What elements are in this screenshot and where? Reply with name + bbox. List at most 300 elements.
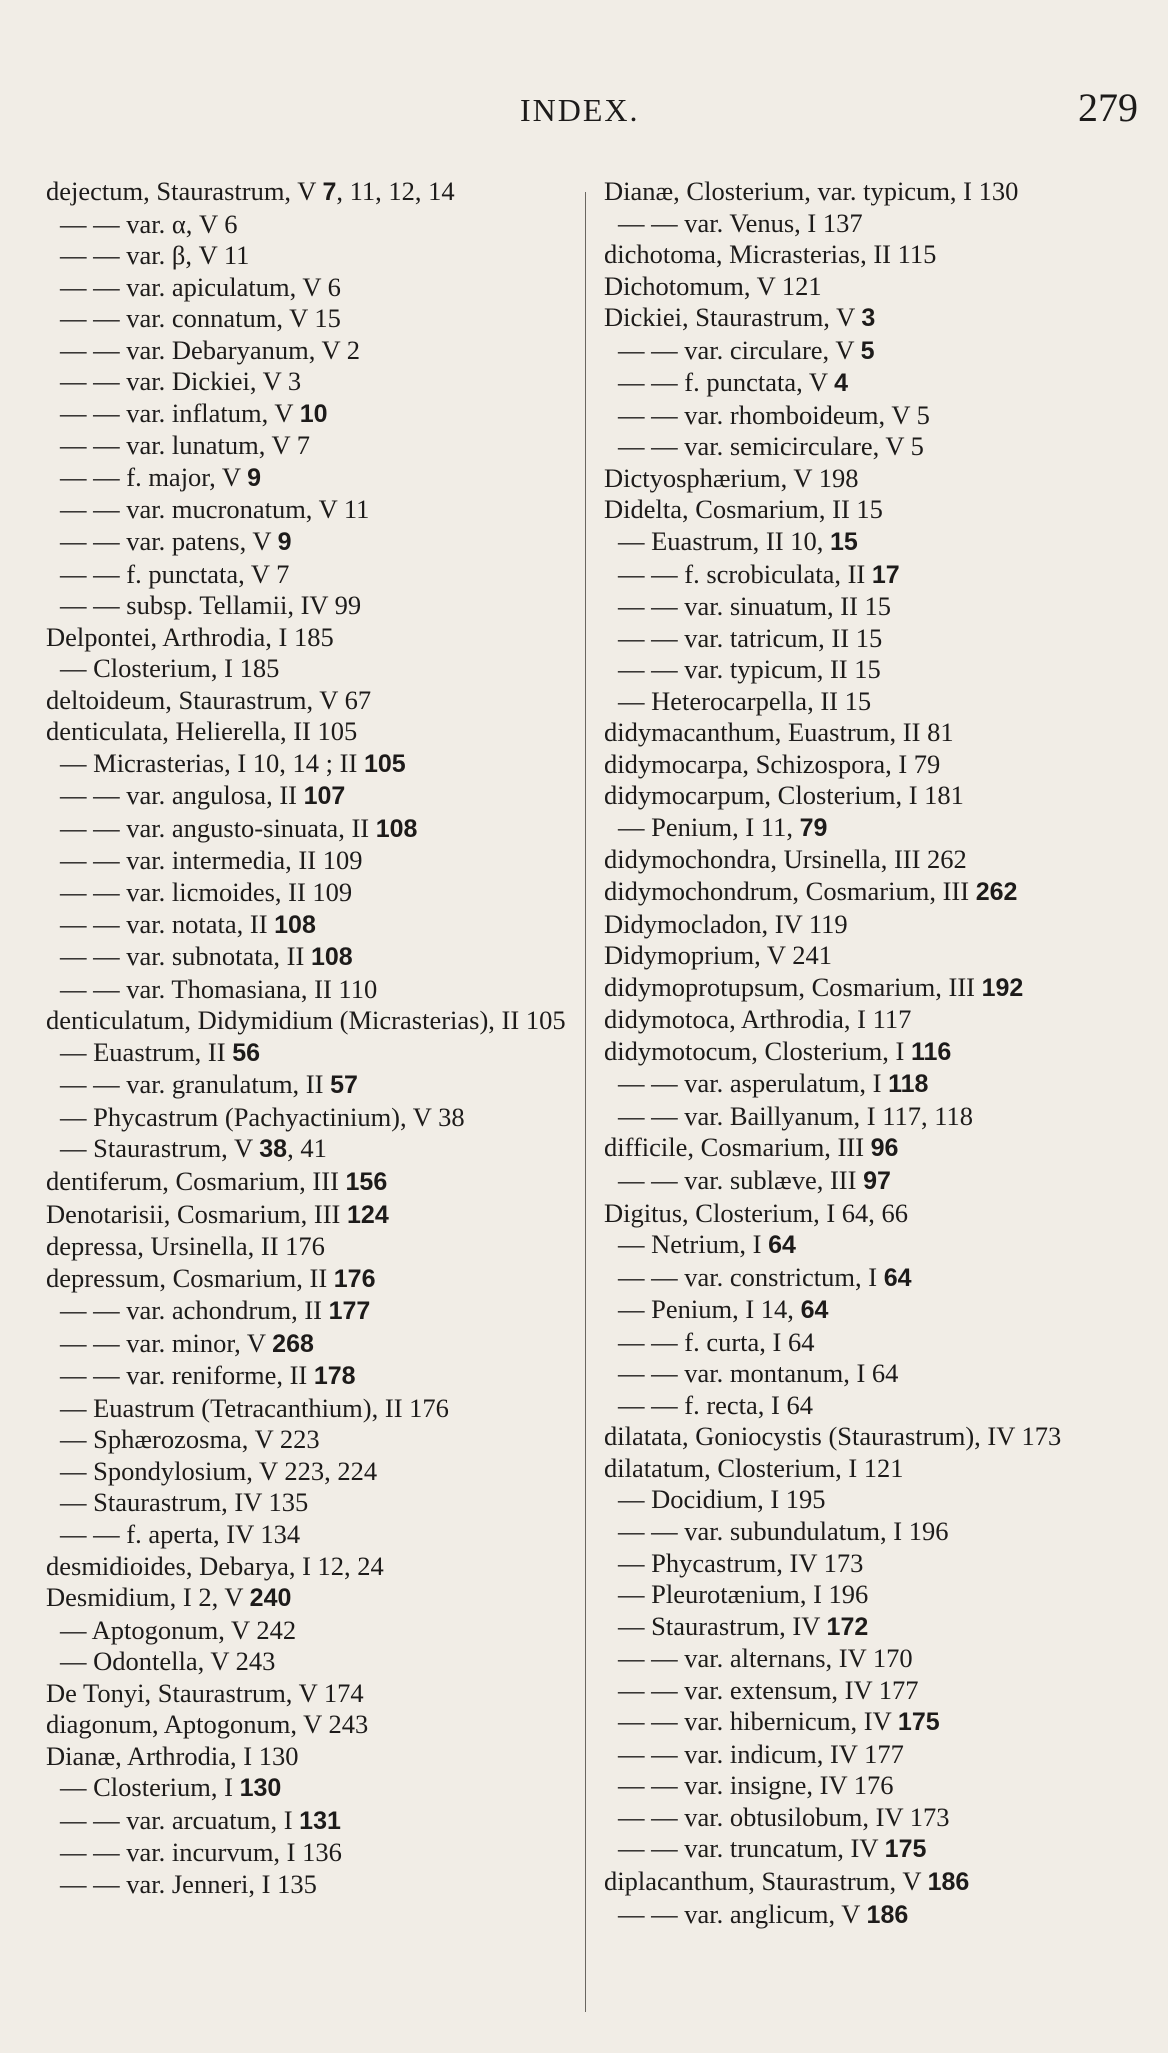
index-entry <box>618 1899 1144 1932</box>
ditto-dash: — — <box>618 591 685 622</box>
page-ref-bold: 4 <box>834 369 849 398</box>
index-entry <box>604 1132 1144 1165</box>
entry-text: f. punctata, V 7 <box>126 558 290 589</box>
entry-text: Euastrum, II <box>93 1036 233 1067</box>
ditto-dash: — — <box>618 1261 685 1292</box>
index-entry <box>60 653 576 685</box>
ditto-dash: — — <box>60 1327 127 1358</box>
entry-text: Dianæ, Closterium, var. typicum, I 130 <box>604 176 1019 206</box>
ditto-dash: — — <box>60 1518 127 1549</box>
ditto-dash: — — <box>618 1643 685 1674</box>
ditto-dash: — — <box>60 877 127 908</box>
entry-text: var. α, V 6 <box>126 208 238 239</box>
index-entry <box>60 1837 576 1869</box>
index-entry <box>604 1004 1144 1036</box>
index-entry <box>60 1424 576 1456</box>
index-entry <box>618 1165 1144 1198</box>
entry-text: dejectum, Staurastrum, V <box>46 176 323 206</box>
ditto-dash: — — <box>60 271 127 302</box>
index-entry <box>604 271 1144 303</box>
ditto-dash: — — <box>60 1069 127 1100</box>
entry-text: dilatatum, Closterium, I 121 <box>604 1452 904 1483</box>
entry-text: Dictyosphærium, V 198 <box>604 462 859 493</box>
index-entry <box>604 239 1144 271</box>
column-divider <box>585 192 586 2012</box>
page-ref-bold: 156 <box>345 1167 388 1196</box>
index-entry <box>46 176 576 209</box>
ditto-dash: — — <box>60 208 127 239</box>
index-entry <box>618 1611 1144 1644</box>
ditto-dash: — — <box>60 845 127 876</box>
index-entry <box>604 1036 1144 1069</box>
ditto-dash: — <box>618 685 652 716</box>
entry-text: Staurastrum, IV <box>651 1610 827 1641</box>
entry-text: denticulata, Helierella, II 105 <box>46 716 358 747</box>
entry-text: Dianæ, Arthrodia, I 130 <box>46 1740 299 1771</box>
index-entry <box>60 526 576 559</box>
page-ref-bold: 57 <box>330 1071 358 1100</box>
page-ref-bold: 10 <box>299 399 328 428</box>
index-entry <box>46 685 576 717</box>
ditto-dash: — <box>60 1036 94 1067</box>
index-entry <box>60 877 576 909</box>
index-entry <box>618 431 1144 463</box>
ditto-dash: — <box>60 1772 94 1803</box>
index-entry <box>60 462 576 495</box>
index-entry <box>60 494 576 526</box>
ditto-dash: — <box>60 1424 94 1455</box>
ditto-dash: — — <box>618 1898 685 1929</box>
page-ref-bold: 176 <box>333 1264 376 1293</box>
ditto-dash: — — <box>618 1801 685 1832</box>
index-entry <box>618 591 1144 623</box>
index-entry <box>60 1519 576 1551</box>
index-entry <box>618 559 1144 592</box>
page-ref-bold: 38 <box>259 1135 288 1164</box>
ditto-dash: — <box>618 1294 652 1325</box>
index-entry <box>618 208 1144 240</box>
index-entry <box>618 1770 1144 1802</box>
index-entry <box>604 494 1144 526</box>
entry-text: Penium, I 11, <box>651 811 800 842</box>
ditto-dash: — <box>60 1614 92 1645</box>
ditto-dash: — <box>618 1610 652 1641</box>
index-entry <box>604 717 1144 749</box>
ditto-dash: — <box>618 1579 652 1610</box>
entry-text: Staurastrum, IV 135 <box>93 1487 309 1518</box>
entry-text: depressum, Cosmarium, II <box>46 1262 334 1293</box>
index-entry <box>60 1295 576 1328</box>
ditto-dash: — — <box>618 367 685 398</box>
ditto-dash: — — <box>60 1295 127 1326</box>
entry-text: var. minor, V <box>126 1327 273 1358</box>
page-title: INDEX. <box>520 92 640 128</box>
entry-text: dichotoma, Micrasterias, II 115 <box>604 239 937 270</box>
entry-text: var. Baillyanum, I 117, 118 <box>684 1100 974 1131</box>
entry-text: didymochondra, Ursinella, III 262 <box>604 844 967 875</box>
page-ref-bold: 96 <box>870 1134 899 1163</box>
index-entry <box>604 463 1144 495</box>
index-entry <box>604 844 1144 876</box>
index-entry <box>60 209 576 241</box>
index-entry <box>618 1390 1144 1422</box>
entry-text: Phycastrum, IV 173 <box>651 1547 864 1578</box>
page-ref-bold: 186 <box>866 1900 909 1929</box>
entry-text: Sphærozosma, V 223 <box>93 1424 320 1455</box>
ditto-dash: — — <box>60 973 127 1004</box>
entry-text: deltoideum, Staurastrum, V 67 <box>46 684 372 715</box>
ditto-dash: — <box>618 1547 652 1578</box>
page-ref-bold: 124 <box>347 1200 389 1229</box>
page-ref-bold: 97 <box>863 1166 891 1195</box>
index-entry <box>60 335 576 367</box>
page-ref-bold: 105 <box>363 749 406 778</box>
entry-text: Delpontei, Arthrodia, I 185 <box>46 621 334 652</box>
index-entry <box>46 1199 576 1232</box>
entry-text: var. connatum, V 15 <box>126 303 341 334</box>
index-entry <box>60 780 576 813</box>
page-ref-bold: 131 <box>299 1806 341 1835</box>
index-entry <box>618 686 1144 718</box>
index-entry <box>60 1869 576 1901</box>
ditto-dash: — — <box>618 1770 685 1801</box>
index-entry <box>60 1772 576 1805</box>
index-entry <box>46 1582 576 1615</box>
ditto-dash: — <box>60 1455 94 1486</box>
index-column-left <box>46 176 576 1901</box>
index-entry <box>46 1005 576 1037</box>
entry-text: desmidioides, Debarya, I 12, 24 <box>46 1550 384 1581</box>
entry-text: var. Dickiei, V 3 <box>126 366 302 397</box>
entry-text: f. scrobiculata, II <box>684 558 872 589</box>
entry-text: var. Thomasiana, II 110 <box>126 973 378 1004</box>
entry-text: Aptogonum, V 242 <box>91 1614 297 1645</box>
entry-text: denticulatum, Didymidium (Micrasterias), II 105 <box>46 1005 566 1036</box>
entry-text: didymacanthum, Euastrum, II 81 <box>604 717 954 748</box>
entry-text: var. semicirculare, V 5 <box>684 431 924 462</box>
page-ref-bold: 9 <box>277 528 292 557</box>
ditto-dash: — — <box>60 590 127 621</box>
index-entry <box>618 654 1144 686</box>
index-entry <box>618 1516 1144 1548</box>
index-entry <box>604 940 1144 972</box>
index-entry <box>604 1198 1144 1230</box>
ditto-dash: — — <box>618 622 685 653</box>
entry-text: var. circulare, V <box>684 334 861 365</box>
page-header <box>0 80 1168 140</box>
index-entry <box>60 1805 576 1838</box>
entry-text: , 41 <box>287 1133 327 1164</box>
index-entry <box>60 1487 576 1519</box>
index-entry <box>604 780 1144 812</box>
index-entry <box>618 623 1144 655</box>
entry-text: De Tonyi, Staurastrum, V 174 <box>46 1677 364 1708</box>
entry-text: var. achondrum, II <box>126 1295 329 1326</box>
index-entry <box>618 400 1144 432</box>
entry-text: var. anglicum, V <box>684 1898 867 1929</box>
entry-text: var. angulosa, II <box>126 780 304 811</box>
page-ref-bold: 5 <box>860 336 875 365</box>
ditto-dash: — <box>60 1487 94 1518</box>
ditto-dash: — <box>60 1392 94 1423</box>
entry-text: Heterocarpella, II 15 <box>651 685 872 716</box>
ditto-dash: — — <box>60 334 127 365</box>
ditto-dash: — — <box>60 558 127 589</box>
entry-text: Didymocladon, IV 119 <box>604 908 848 939</box>
ditto-dash: — — <box>60 397 127 428</box>
entry-text: dentiferum, Cosmarium, III <box>46 1165 346 1196</box>
index-entry <box>618 1068 1144 1101</box>
page-ref-bold: 64 <box>800 1296 829 1325</box>
entry-text: Didelta, Cosmarium, II 15 <box>604 494 883 525</box>
entry-text: var. rhomboideum, V 5 <box>684 399 930 430</box>
entry-text: didymotoca, Arthrodia, I 117 <box>604 1004 912 1035</box>
index-entry <box>60 1360 576 1393</box>
entry-text: var. sublæve, III <box>684 1164 864 1195</box>
entry-text: Phycastrum (Pachyactinium), V 38 <box>93 1101 465 1132</box>
ditto-dash: — — <box>618 1100 685 1131</box>
entry-text: var. angusto-sinuata, II <box>126 812 376 843</box>
ditto-dash: — — <box>618 334 685 365</box>
entry-text: var. Debaryanum, V 2 <box>126 334 361 365</box>
index-entry <box>60 1646 576 1678</box>
entry-text: var. truncatum, IV <box>684 1833 885 1864</box>
index-entry <box>60 974 576 1006</box>
entry-text: var. asperulatum, I <box>684 1068 889 1099</box>
entry-text: var. notata, II <box>126 908 275 939</box>
entry-text: Spondylosium, V 223, 224 <box>93 1455 378 1486</box>
page-ref-bold: 79 <box>799 813 828 842</box>
index-entry <box>618 1101 1144 1133</box>
index-entry <box>46 1166 576 1199</box>
entry-text: Penium, I 14, <box>651 1294 801 1325</box>
index-entry <box>60 272 576 304</box>
entry-text: f. punctata, V <box>684 367 835 398</box>
page-ref-bold: 3 <box>861 304 876 333</box>
index-entry <box>604 876 1144 909</box>
entry-text: var. mucronatum, V 11 <box>126 494 370 525</box>
entry-text: var. intermedia, II 109 <box>126 845 363 876</box>
entry-text: var. patens, V <box>126 526 278 557</box>
index-entry <box>60 909 576 942</box>
index-entry <box>60 1069 576 1102</box>
entry-text: Staurastrum, V <box>93 1133 260 1164</box>
index-entry <box>618 1706 1144 1739</box>
index-entry <box>60 1615 576 1647</box>
ditto-dash: — <box>618 1229 652 1260</box>
entry-text: didymocarpa, Schizospora, I 79 <box>604 748 941 779</box>
index-column-right <box>604 176 1144 1931</box>
entry-text: f. recta, I 64 <box>684 1389 813 1420</box>
entry-text: diagonum, Aptogonum, V 243 <box>46 1709 369 1740</box>
entry-text: var. arcuatum, I <box>126 1804 300 1835</box>
index-entry <box>46 1741 576 1773</box>
page-ref-bold: 56 <box>232 1038 261 1067</box>
index-entry <box>46 1551 576 1583</box>
entry-text: var. montanum, I 64 <box>684 1358 899 1389</box>
index-entry <box>46 716 576 748</box>
ditto-dash: — — <box>618 1738 685 1769</box>
ditto-dash: — — <box>618 1674 685 1705</box>
ditto-dash: — <box>618 811 652 842</box>
index-entry <box>604 302 1144 335</box>
ditto-dash: — <box>618 526 652 557</box>
entry-text: var. licmoides, II 109 <box>126 877 353 908</box>
entry-text: Euastrum (Tetracanthium), II 176 <box>93 1392 449 1423</box>
entry-text: subsp. Tellamii, IV 99 <box>126 590 362 621</box>
page-ref-bold: 64 <box>883 1263 912 1292</box>
ditto-dash: — — <box>60 1804 127 1835</box>
ditto-dash: — — <box>60 941 127 972</box>
ditto-dash: — — <box>618 431 685 462</box>
entry-text: var. inflatum, V <box>126 397 300 428</box>
entry-text: var. β, V 11 <box>126 240 250 271</box>
entry-text: Digitus, Closterium, I 64, 66 <box>604 1197 909 1228</box>
index-entry <box>46 1231 576 1263</box>
ditto-dash: — — <box>60 240 127 271</box>
index-entry <box>618 1229 1144 1262</box>
entry-text: var. subundulatum, I 196 <box>684 1515 949 1546</box>
ditto-dash: — — <box>618 399 685 430</box>
index-entry <box>618 1327 1144 1359</box>
ditto-dash: — — <box>618 1164 685 1195</box>
ditto-dash: — — <box>618 558 685 589</box>
index-entry <box>604 176 1144 208</box>
page-ref-bold: 9 <box>247 463 262 492</box>
ditto-dash: — <box>60 747 94 778</box>
index-entry <box>60 1393 576 1425</box>
entry-text: Odontella, V 243 <box>93 1646 276 1677</box>
index-entry <box>60 1102 576 1134</box>
ditto-dash: — <box>60 1646 94 1677</box>
page-ref-bold: 108 <box>310 943 353 972</box>
index-entry <box>604 1453 1144 1485</box>
entry-text: Docidium, I 195 <box>651 1484 826 1515</box>
entry-text: var. lunatum, V 7 <box>126 430 311 461</box>
entry-text: Netrium, I <box>651 1229 769 1260</box>
page-number: 279 <box>1078 85 1138 130</box>
index-entry <box>60 748 576 781</box>
entry-text: didymoprotupsum, Cosmarium, III <box>604 971 982 1002</box>
index-entry <box>604 1421 1144 1453</box>
entry-text: var. constrictum, I <box>684 1261 884 1292</box>
index-entry <box>46 1263 576 1296</box>
page-ref-bold: 186 <box>927 1867 970 1896</box>
entry-text: Desmidium, I 2, V <box>46 1582 250 1613</box>
ditto-dash: — — <box>618 207 685 238</box>
page-ref-bold: 240 <box>249 1584 292 1613</box>
ditto-dash: — <box>60 1133 94 1164</box>
index-entry <box>604 749 1144 781</box>
entry-text: didymotocum, Closterium, I <box>604 1035 911 1066</box>
entry-text: var. granulatum, II <box>126 1069 331 1100</box>
index-entry <box>618 367 1144 400</box>
entry-text: f. curta, I 64 <box>684 1326 815 1357</box>
ditto-dash: — — <box>60 908 127 939</box>
entry-text: dilatata, Goniocystis (Staurastrum), IV 173 <box>604 1421 1062 1452</box>
ditto-dash: — — <box>60 303 127 334</box>
ditto-dash: — <box>60 653 94 684</box>
index-entry <box>60 303 576 335</box>
ditto-dash: — — <box>618 654 685 685</box>
ditto-dash: — — <box>618 1326 685 1357</box>
entry-text: var. Jenneri, I 135 <box>126 1868 317 1899</box>
page-ref-bold: 108 <box>274 910 316 939</box>
entry-text: Dichotomum, V 121 <box>604 270 822 301</box>
ditto-dash: — — <box>618 1833 685 1864</box>
page-ref-bold: 268 <box>272 1329 314 1358</box>
entry-text: var. indicum, IV 177 <box>684 1738 904 1769</box>
entry-text: Dickiei, Staurastrum, V <box>604 302 862 333</box>
index-entry <box>618 1294 1144 1327</box>
index-entry <box>618 1739 1144 1771</box>
ditto-dash: — — <box>60 1837 127 1868</box>
page-ref-bold: 172 <box>826 1612 869 1641</box>
index-entry <box>46 622 576 654</box>
index-entry <box>60 845 576 877</box>
ditto-dash: — — <box>60 494 127 525</box>
ditto-dash: — — <box>60 526 127 557</box>
entry-text: var. alternans, IV 170 <box>684 1643 913 1674</box>
ditto-dash: — — <box>618 1358 685 1389</box>
entry-text: var. obtusilobum, IV 173 <box>684 1801 950 1832</box>
ditto-dash: — <box>618 1484 652 1515</box>
page-ref-bold: 15 <box>829 528 858 557</box>
page-ref-bold: 192 <box>981 973 1024 1002</box>
index-entry <box>618 1833 1144 1866</box>
entry-text: didymochondrum, Cosmarium, III <box>604 876 976 907</box>
entry-text: f. aperta, IV 134 <box>126 1518 301 1549</box>
page-ref-bold: 17 <box>871 560 900 589</box>
index-entry <box>60 430 576 462</box>
ditto-dash: — — <box>618 1515 685 1546</box>
page-ref-bold: 116 <box>910 1037 952 1066</box>
index-entry <box>60 366 576 398</box>
entry-text: Closterium, I 185 <box>93 653 280 684</box>
index-entry <box>618 526 1144 559</box>
page-ref-bold: 107 <box>303 782 346 811</box>
index-entry <box>604 1866 1144 1899</box>
ditto-dash: — — <box>60 1360 127 1391</box>
index-entry <box>60 559 576 591</box>
index-entry <box>60 1328 576 1361</box>
index-entry <box>60 813 576 846</box>
index-entry <box>618 1675 1144 1707</box>
entry-text: var. reniforme, II <box>126 1360 314 1391</box>
page-ref-bold: 175 <box>897 1708 940 1737</box>
index-entry <box>60 941 576 974</box>
page-ref-bold: 118 <box>888 1070 929 1099</box>
entry-text: Closterium, I <box>93 1772 240 1803</box>
index-entry <box>604 972 1144 1005</box>
entry-text: Pleurotænium, I 196 <box>651 1579 869 1610</box>
index-entry <box>618 812 1144 845</box>
ditto-dash: — — <box>60 812 127 843</box>
index-entry <box>618 1358 1144 1390</box>
entry-text: depressa, Ursinella, II 176 <box>46 1231 325 1262</box>
ditto-dash: — — <box>60 461 127 492</box>
index-entry <box>618 1579 1144 1611</box>
index-entry <box>618 1548 1144 1580</box>
entry-text: difficile, Cosmarium, III <box>604 1132 871 1163</box>
entry-text: Didymoprium, V 241 <box>604 940 832 971</box>
index-entry <box>60 240 576 272</box>
entry-text: var. extensum, IV 177 <box>684 1674 919 1705</box>
entry-text: var. tatricum, II 15 <box>684 622 883 653</box>
index-entry <box>46 1678 576 1710</box>
index-entry <box>60 590 576 622</box>
page-ref-bold: 7 <box>322 178 337 206</box>
